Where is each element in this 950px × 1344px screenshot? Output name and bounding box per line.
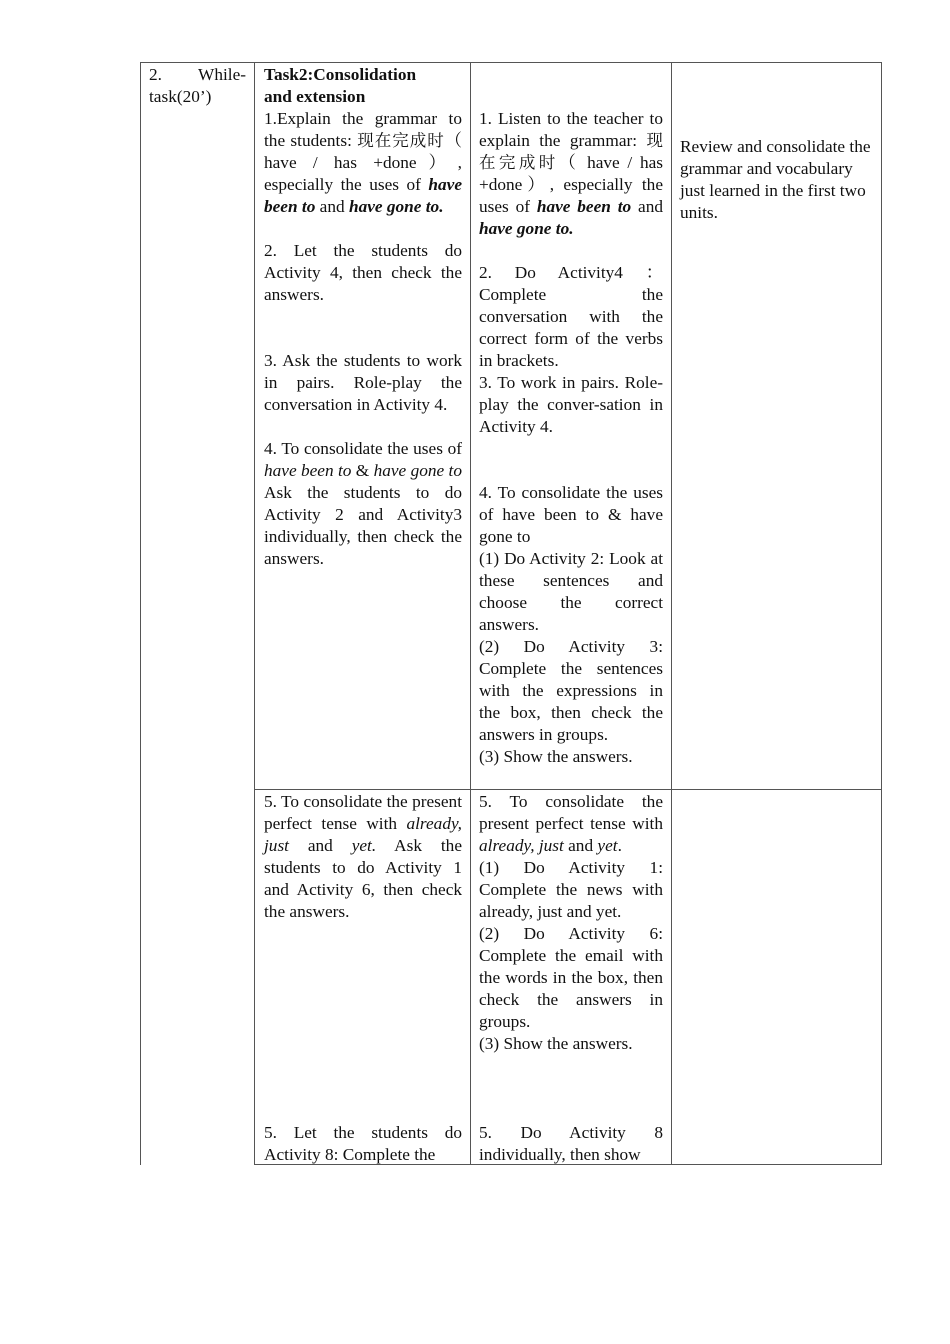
student-item-4-step-2: (2) Do Activity 3: Complete the sentences with the expressions in the box, then check the answers in groups.: [479, 637, 663, 744]
teacher-item-1-text-c: and: [315, 197, 349, 216]
student-item-5: [479, 791, 663, 857]
student-item-5-step-1: (1) Do Activity 1: Complete the news with already, just and yet.: [479, 858, 663, 921]
student-item-4-step-1: (1) Do Activity 2: Look at these sentences and choose the correct answers.: [479, 549, 663, 634]
student-item-5-text-b: and: [563, 836, 598, 855]
task-title: [264, 64, 462, 86]
task-title-line2: and extension: [264, 87, 366, 106]
student-item-5-italic-2: yet: [597, 836, 618, 855]
teacher-item-5-text-b: and: [288, 836, 352, 855]
teacher-item-4-text-c: Ask the students to do Activity 2 and Activity3 individually, then check the answers.: [264, 483, 462, 568]
student-item-1-text-b: （ have / has +done）, especially the uses of: [479, 153, 664, 216]
student-item-1-text: 1. Listen to the teacher to explain the grammar:: [479, 109, 663, 150]
student-item-4-step-3: (3) Show the answers.: [479, 747, 633, 766]
teacher-item-4-italic-2: have gone to: [373, 461, 462, 480]
teacher-item-4-text-b: &: [351, 461, 374, 480]
purpose-cell: [680, 136, 874, 224]
student-item-1-bold-1: have been to: [536, 197, 632, 216]
column-divider-1: [254, 62, 255, 1165]
student-item-5-italic-1: already, just: [479, 836, 564, 855]
teacher-item-6-wrap: [264, 1122, 462, 1166]
teacher-activities-cell: [264, 64, 462, 570]
teacher-item-4: [264, 438, 462, 570]
teacher-item-1-bold-1: have been to: [264, 175, 462, 216]
table-top-border: [140, 62, 881, 63]
student-item-4: 4. To consolidate the uses of have been to & have gone to: [479, 483, 663, 546]
student-item-3: 3. To work in pairs. Role-play the conver-sation in Activity 4.: [479, 373, 663, 436]
student-item-5-step-3: (3) Show the answers.: [479, 1034, 633, 1053]
column-divider-2: [470, 62, 471, 1165]
student-item-1-text-c: and: [631, 197, 663, 216]
student-item-5-text-c: .: [617, 836, 622, 855]
table-right-border: [881, 62, 882, 1165]
student-item-1: [479, 108, 663, 240]
teacher-item-4-text: 4. To consolidate the uses of: [264, 439, 462, 458]
teacher-item-1: [264, 108, 462, 218]
student-item-6: 5. Do Activity 8 individually, then show: [479, 1123, 663, 1164]
teacher-item-5: [264, 791, 462, 923]
teacher-item-1-text-b: （ have / has +done）, especially the uses of: [264, 131, 462, 194]
teacher-item-4-italic-1: have been to: [264, 461, 352, 480]
student-item-2: 2. Do Activity4 ：Complete the conversation with the correct form of the verbs in brackets.: [479, 263, 663, 370]
student-activities-cell: [479, 108, 663, 768]
purpose-text: Review and consolidate the grammar and vocabulary just learned in the first two units.: [680, 137, 871, 222]
teacher-item-5-text-c: Ask the students to do Activity 1 and Activity 6, then check the answers.: [264, 836, 462, 921]
teacher-item-2: 2. Let the students do Activity 4, then check the answers.: [264, 241, 462, 304]
stage-label: 2. While-task(20’): [149, 65, 246, 106]
stage-cell: [149, 64, 246, 108]
teacher-item-6: 5. Let the students do Activity 8: Complete the: [264, 1123, 462, 1164]
task-title-line2-wrap: [264, 86, 462, 108]
student-item-1-chinese: 现在完成时: [479, 131, 663, 172]
student-activities-cell-row-2: [479, 791, 663, 1055]
table-left-border: [140, 62, 141, 1165]
student-item-5-step-2: (2) Do Activity 6: Complete the email with the words in the box, then check the answers in groups.: [479, 924, 663, 1031]
column-divider-3: [671, 62, 672, 1165]
task-title-line1: Task2:Consolidation: [264, 65, 417, 84]
student-item-5-text: 5. To consolidate the present perfect tense with: [479, 792, 663, 833]
teacher-item-5-italic-1: already, just: [264, 814, 462, 855]
teacher-item-1-text: 1.Explain the grammar to the students:: [264, 109, 462, 150]
teacher-activities-cell-row-2: [264, 791, 462, 923]
student-item-1-bold-2: have gone to.: [479, 219, 574, 238]
teacher-item-3: 3. Ask the students to work in pairs. Role-play the conversation in Activity 4.: [264, 351, 462, 414]
teacher-item-1-chinese: 现在完成时: [357, 131, 445, 150]
student-item-6-wrap: [479, 1122, 663, 1166]
teacher-item-5-text: 5. To consolidate the present perfect tense with: [264, 792, 462, 833]
teacher-item-1-bold-2: have gone to.: [348, 197, 444, 216]
row-divider: [254, 789, 881, 790]
teacher-item-5-italic-2: yet.: [351, 836, 377, 855]
